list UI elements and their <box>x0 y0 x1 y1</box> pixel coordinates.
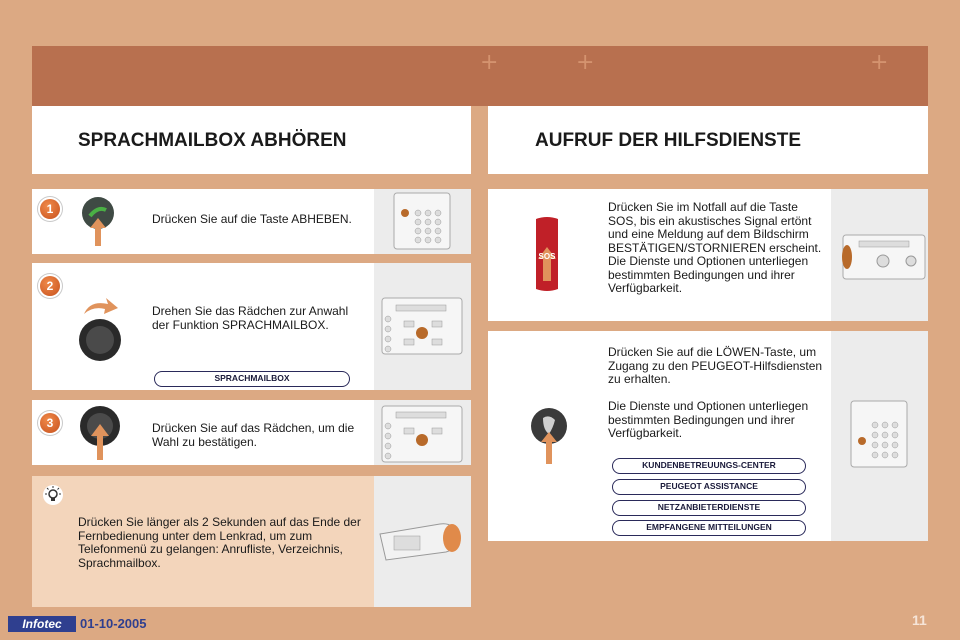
radio-panel-icon <box>831 189 928 321</box>
display-mailbox-pill: SPRACHMAILBOX <box>154 371 350 387</box>
lion-button-icon <box>528 406 572 466</box>
rotate-knob-icon <box>78 290 122 364</box>
keypad-icon <box>831 331 928 541</box>
plus-decoration: + <box>576 50 595 75</box>
radio-panel-icon <box>374 263 471 390</box>
phone-button-icon <box>78 194 118 248</box>
plus-decoration: + <box>870 50 889 75</box>
menu-option-pill: KUNDENBETREUUNGS-CENTER <box>612 458 806 474</box>
steering-stalk-icon <box>374 476 471 607</box>
lion-illustration <box>831 331 928 541</box>
step-1-text: Drücken Sie auf die Taste ABHEBEN. <box>152 212 352 226</box>
sos-label: SOS <box>538 252 556 261</box>
infotec-logo: Infotec <box>8 616 76 632</box>
step-3-text: Drücken Sie auf das Rädchen, um die Wahl zu bestätigen. <box>152 421 355 449</box>
tip-text: Drücken Sie länger als 2 Sekunden auf das Ende der Fernbedienung unter dem Lenkrad, um zum Telefonmenü zu gelangen: Anrufliste, Verzeichnis, Sprachmailbox. <box>78 515 361 570</box>
lion-text: Drücken Sie auf die LÖWEN-Taste, um Zugang zu den PEUGEOT-Hilfsdiensten zu erhalten. Die Dienste und Optionen unterliegen bestimmten Bedingungen und ihrer Verfügbarkeit. <box>608 345 823 440</box>
left-section-title: SPRACHMAILBOX ABHÖREN <box>78 130 347 151</box>
sos-button-icon <box>530 215 564 295</box>
step-1-illustration <box>374 189 471 254</box>
sos-illustration <box>831 189 928 321</box>
tip-bulb-icon <box>42 484 64 506</box>
step-2-text: Drehen Sie das Rädchen zur Anwahl der Funktion SPRACHMAILBOX. <box>152 304 349 332</box>
step-number-badge: 2 <box>40 276 60 296</box>
step-number-badge: 1 <box>40 199 60 219</box>
step-3-illustration <box>374 400 471 465</box>
step-number-badge: 3 <box>40 413 60 433</box>
sos-text: Drücken Sie im Notfall auf die Taste SOS, bis ein akustisches Signal ertönt und eine Meldung auf dem Bildschirm BESTÄTIGEN/STORNIEREN erscheint. Die Dienste und Optionen unterliegen bestimmten Bedingungen und ihrer Verfügbarkeit. <box>608 200 822 295</box>
radio-panel-icon <box>374 400 471 465</box>
footer-date: 01-10-2005 <box>80 616 147 631</box>
plus-decoration: + <box>480 50 499 75</box>
right-section-title: AUFRUF DER HILFSDIENSTE <box>535 130 801 151</box>
page-number: 11 <box>912 612 927 628</box>
menu-option-pill: NETZANBIETERDIENSTE <box>612 500 806 516</box>
keypad-icon <box>374 189 471 254</box>
tip-illustration <box>374 476 471 607</box>
press-knob-icon <box>78 404 122 462</box>
menu-option-pill: PEUGEOT ASSISTANCE <box>612 479 806 495</box>
step-2-illustration <box>374 263 471 390</box>
menu-option-pill: EMPFANGENE MITTEILUNGEN <box>612 520 806 536</box>
